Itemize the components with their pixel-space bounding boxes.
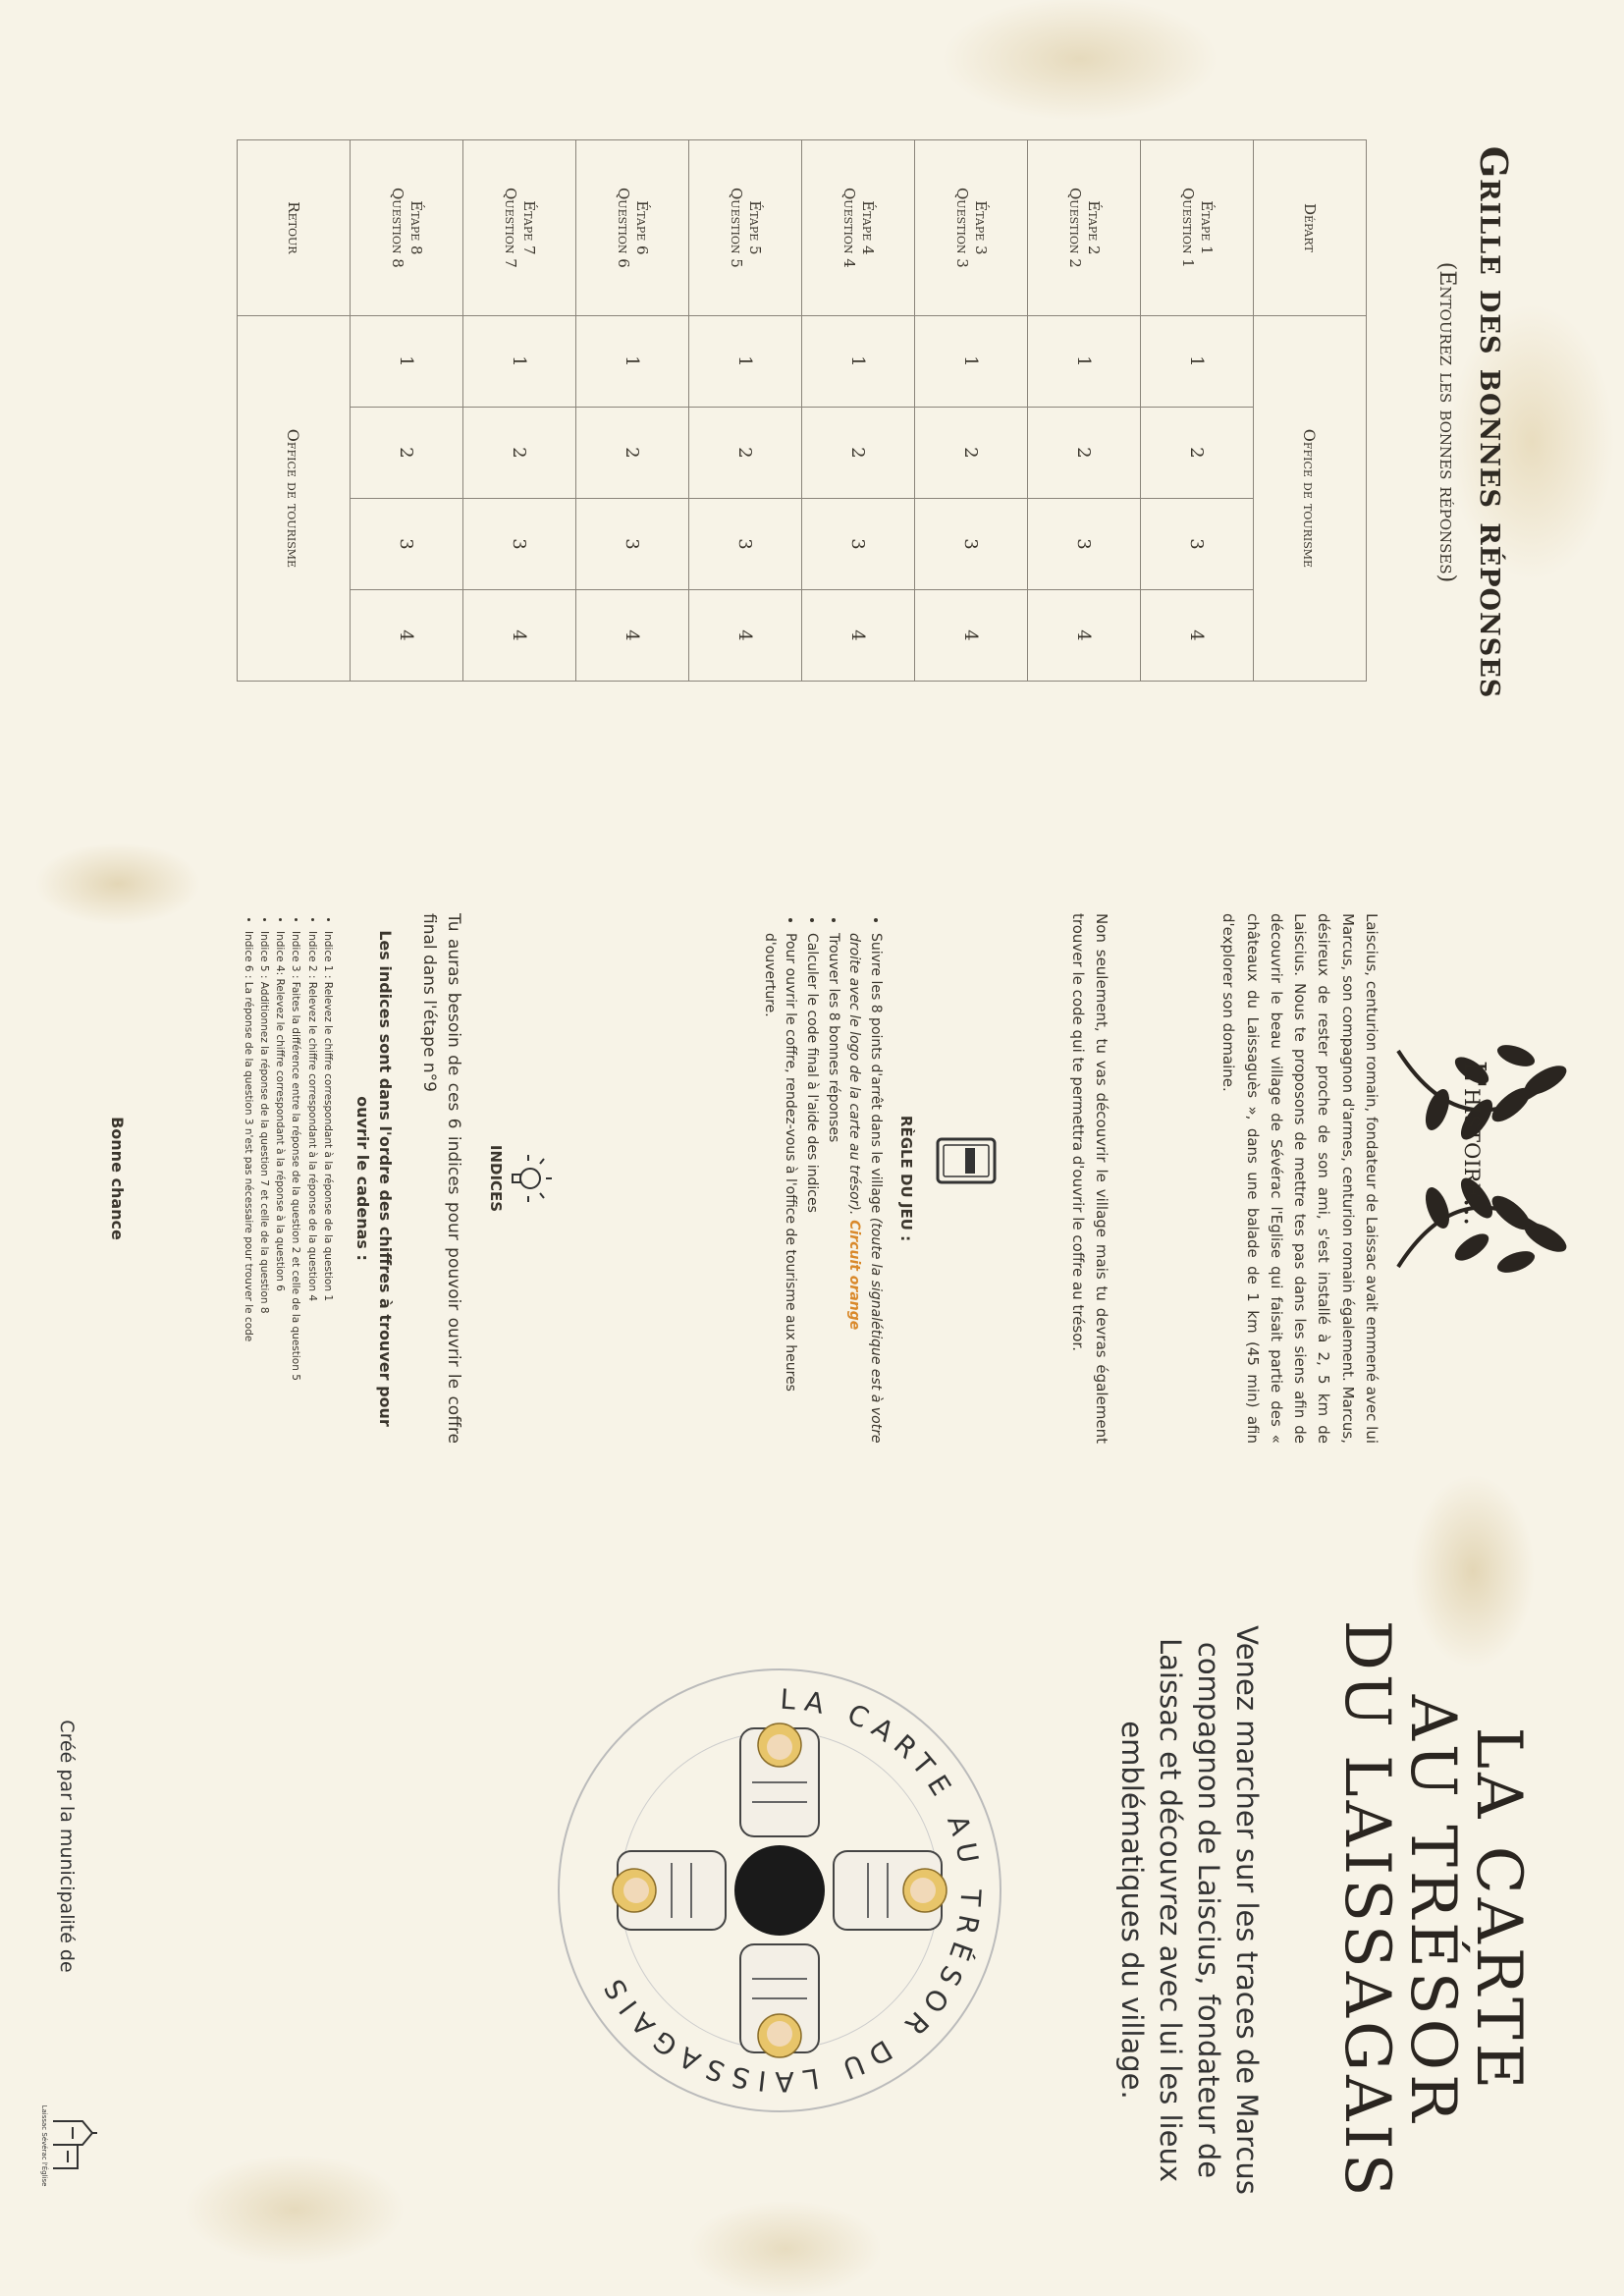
grid-row-start xyxy=(1254,140,1367,682)
answer-choice[interactable]: 1 xyxy=(1028,315,1141,407)
grid-end-label: Retour xyxy=(238,140,351,316)
cover-panel xyxy=(0,1532,1624,2296)
answer-choice[interactable]: 2 xyxy=(1141,407,1254,498)
grid-title: Grille des bonnes réponses xyxy=(1472,145,1516,699)
rules-item-1-text: Suivre les 8 points d'arrêt dans le village xyxy=(868,933,884,1218)
answer-choice[interactable]: 4 xyxy=(1028,589,1141,681)
clue-item: • Indice 1 : Relevez le chiffre correspondant à la réponse de la question 1 xyxy=(320,931,336,1481)
answer-choice[interactable]: 1 xyxy=(689,315,802,407)
bonne-chance: Bonne chance xyxy=(108,1117,127,1240)
treasure-map-seal-logo xyxy=(544,1655,1015,2126)
answer-choice[interactable]: 2 xyxy=(351,407,463,498)
answer-choice[interactable]: 1 xyxy=(915,315,1028,407)
question-label: Question 4 xyxy=(840,188,858,268)
question-label: Question 5 xyxy=(728,188,745,268)
rules-item: • Trouver les 8 bonnes réponses xyxy=(822,933,843,1463)
indices-intro: Tu auras besoin de ces 6 indices pour pouvoir ouvrir le coffre final dans l'étape n°9 xyxy=(419,913,463,1444)
grid-row xyxy=(576,140,689,682)
grid-row xyxy=(463,140,576,682)
stage-label: Étape 3 xyxy=(971,200,990,255)
grid-row-label xyxy=(1028,140,1141,316)
clue-item: • Indice 4: Relevez le chiffre correspondant à la réponse à la question 6 xyxy=(272,931,288,1481)
grid-row-label xyxy=(689,140,802,316)
grid-row xyxy=(1028,140,1141,682)
cover-title-line-1: LA CARTE xyxy=(1462,1726,1535,2094)
municipality-logo xyxy=(48,2111,97,2180)
grid-end-value: Office de tourisme xyxy=(238,315,351,681)
rules-item-1-note: (toute la signalétique est à votre droite avec le logo de la carte au trésor). xyxy=(846,933,884,1444)
created-by-text: Créé par la municipalité de xyxy=(56,1720,78,1973)
answer-grid-table xyxy=(237,139,1367,682)
answer-choice[interactable]: 1 xyxy=(802,315,915,407)
question-label: Question 7 xyxy=(502,188,519,268)
answer-choice[interactable]: 3 xyxy=(689,498,802,589)
grid-start-label: Départ xyxy=(1254,140,1367,316)
question-label: Question 6 xyxy=(615,188,632,268)
grid-row-end xyxy=(238,140,351,682)
answer-choice[interactable]: 4 xyxy=(1141,589,1254,681)
seal-ring-text: LA CARTE AU TRÉSOR DU LAISSAGAIS xyxy=(593,1682,988,2099)
indices-order-note: Les indices sont dans l'ordre des chiffres à trouver pour ouvrir le cadenas : xyxy=(352,930,395,1427)
answer-choice[interactable]: 2 xyxy=(576,407,689,498)
grid-row-label xyxy=(802,140,915,316)
answer-choice[interactable]: 1 xyxy=(1141,315,1254,407)
stage-label: Étape 2 xyxy=(1084,200,1103,255)
clue-item: • Indice 6 : La réponse de la question 3 n'est pas nécessaire pour trouver le code xyxy=(240,931,255,1481)
rulebook-icon xyxy=(932,1131,1001,1190)
cover-title-line-2: AU TRÉSOR xyxy=(1395,1694,1469,2126)
answer-choice[interactable]: 2 xyxy=(689,407,802,498)
answer-grid-panel xyxy=(0,0,1624,766)
stage-label: Étape 4 xyxy=(858,200,877,255)
grid-row-label xyxy=(463,140,576,316)
answer-choice[interactable]: 3 xyxy=(351,498,463,589)
municipality-logo-text: Laissac Sévérac l'Église xyxy=(40,2105,48,2187)
answer-choice[interactable]: 4 xyxy=(802,589,915,681)
answer-choice[interactable]: 2 xyxy=(463,407,576,498)
stage-label: Étape 1 xyxy=(1197,200,1216,255)
answer-choice[interactable]: 2 xyxy=(802,407,915,498)
histoire-paragraph-1: Laiscius, centurion romain, fondateur de Laissac avait emmené avec lui Marcus, son compagnon d'armes, centurion romain également. Marcus, désireux de rester proche de son ami, s'est installé à 2, 5 km de Laiscius. Nous te proposons de mettre tes pas dans les siens afin de découvrir le beau village de Sévérac l'Eglise qui faisait partie des « châteaux du Laissaguès », dans une balade de 1 km (45 min) afin d'explorer son domaine. xyxy=(1219,913,1380,1444)
question-label: Question 8 xyxy=(389,188,406,268)
grid-row-label xyxy=(576,140,689,316)
question-label: Question 1 xyxy=(1179,188,1197,268)
circuit-orange-label: Circuit orange xyxy=(846,1215,863,1331)
rules-list xyxy=(758,913,886,1463)
stage-label: Étape 7 xyxy=(519,200,538,255)
stage-label: Étape 6 xyxy=(632,200,651,255)
grid-row xyxy=(1141,140,1254,682)
rules-item xyxy=(843,933,886,1463)
cover-title-line-3: DU LAISSAGAIS xyxy=(1329,1619,1403,2201)
answer-choice[interactable]: 3 xyxy=(1028,498,1141,589)
answer-choice[interactable]: 1 xyxy=(576,315,689,407)
answer-choice[interactable]: 3 xyxy=(802,498,915,589)
grid-row xyxy=(802,140,915,682)
question-label: Question 2 xyxy=(1066,188,1084,268)
answer-choice[interactable]: 3 xyxy=(1141,498,1254,589)
histoire-paragraph-2: Non seulement, tu vas découvrir le village mais tu devras également trouver le code qui te permettra d'ouvrir le coffre au trésor. xyxy=(1068,913,1110,1444)
seal-center-disc xyxy=(734,1845,825,1936)
answer-choice[interactable]: 3 xyxy=(463,498,576,589)
question-label: Question 3 xyxy=(953,188,971,268)
rules-title: RÈGLE DU JEU : xyxy=(897,1115,915,1242)
grid-subtitle: (Entourez les bonnes réponses) xyxy=(1435,261,1459,583)
cover-tagline: Venez marcher sur les traces de Marcus compagnon de Laiscius, fondateur de Laissac et découvrez avec lui les lieux emblématiques du village. xyxy=(1114,1625,1264,2195)
grid-row-label xyxy=(1141,140,1254,316)
answer-choice[interactable]: 3 xyxy=(915,498,1028,589)
answer-choice[interactable]: 1 xyxy=(463,315,576,407)
cover-title xyxy=(1329,1591,1535,2229)
answer-choice[interactable]: 4 xyxy=(915,589,1028,681)
rules-item: • Pour ouvrir le coffre, rendez-vous à l'office de tourisme aux heures d'ouverture. xyxy=(758,933,800,1463)
clue-item: • Indice 2 : Relevez le chiffre correspondant à la réponse de la question 4 xyxy=(303,931,319,1481)
rules-item: • Calculer le code final à l'aide des indices xyxy=(800,933,822,1463)
lightbulb-icon xyxy=(505,1151,554,1206)
answer-choice[interactable]: 1 xyxy=(351,315,463,407)
grid-row xyxy=(915,140,1028,682)
answer-choice[interactable]: 4 xyxy=(351,589,463,681)
grid-row xyxy=(351,140,463,682)
grid-row-label xyxy=(351,140,463,316)
indices-title: INDICES xyxy=(487,1144,505,1213)
story-rules-panel xyxy=(0,766,1624,1532)
answer-choice[interactable]: 2 xyxy=(1028,407,1141,498)
answer-choice[interactable]: 4 xyxy=(689,589,802,681)
answer-choice[interactable]: 4 xyxy=(463,589,576,681)
stage-label: Étape 8 xyxy=(406,200,425,255)
clues-list xyxy=(240,913,336,1481)
answer-choice[interactable]: 2 xyxy=(915,407,1028,498)
clue-item: • Indice 3 : Faites la différence entre la réponse de la question 2 et celle de la question 5 xyxy=(288,931,303,1481)
histoire-title: L'histoire... xyxy=(1457,1061,1491,1227)
grid-row-label xyxy=(915,140,1028,316)
grid-row xyxy=(689,140,802,682)
clue-item: • Indice 5 : Additionnez la réponse de la question 7 et celle de la question 8 xyxy=(256,931,272,1481)
grid-start-value: Office de tourisme xyxy=(1254,315,1367,681)
answer-choice[interactable]: 3 xyxy=(576,498,689,589)
answer-choice[interactable]: 4 xyxy=(576,589,689,681)
stage-label: Étape 5 xyxy=(745,200,764,255)
